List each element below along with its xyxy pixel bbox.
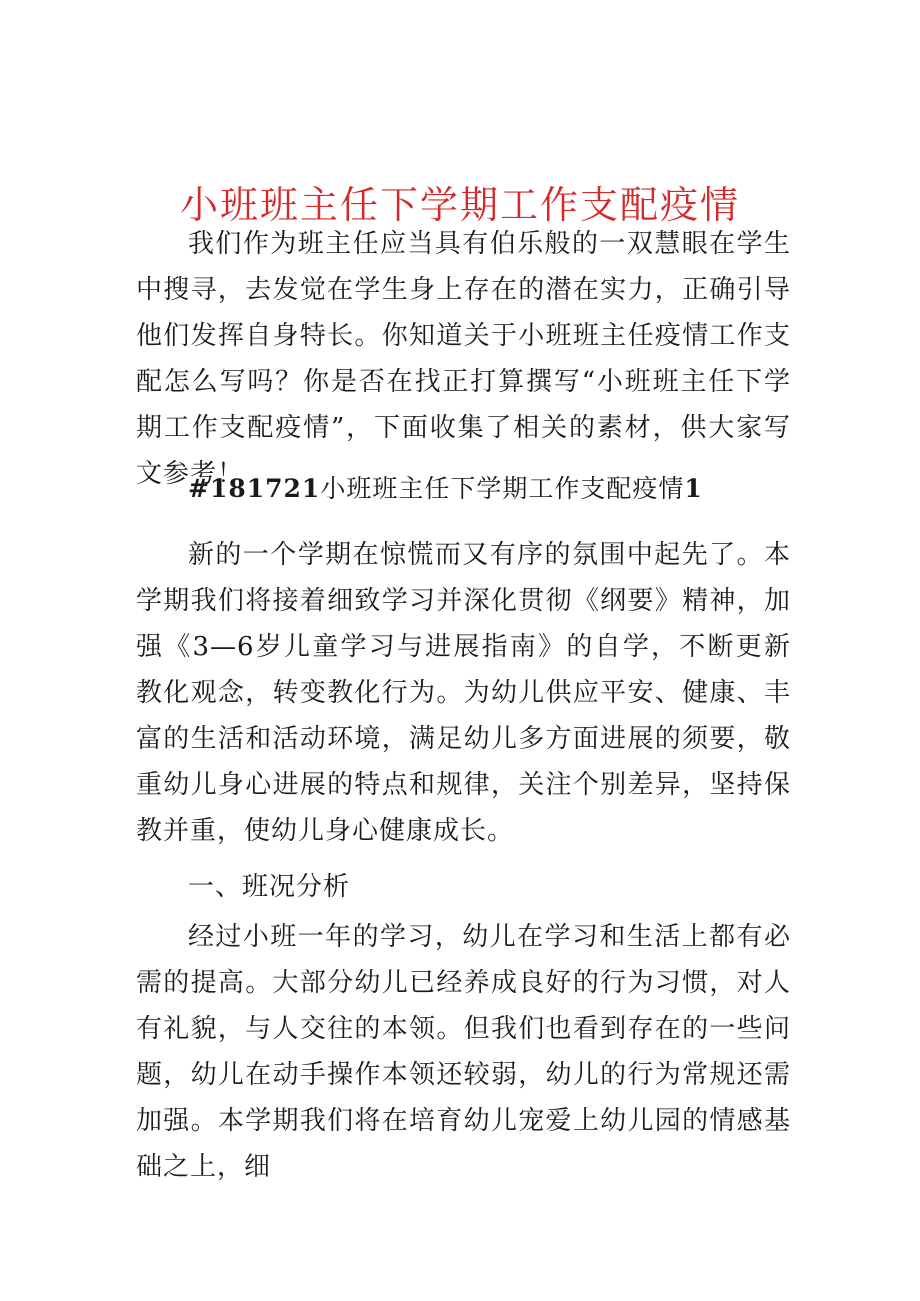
body-paragraph-1: 新的一个学期在惊慌而又有序的氛围中起先了。本学期我们将接着细致学习并深化贯彻《纲要》精神，加强《3—6岁儿童学习与进展指南》的自学，不断更新教化观念，转变教化行为。为幼儿供应平安、健康、丰富的生活和活动环境，满足幼儿多方面进展的须要，敬重幼儿身心进展的特点和规律，关注个别差异，坚持保教并重，使幼儿身心健康成长。 (136, 540, 791, 846)
article-number: #181721 (188, 474, 321, 503)
article-subheading (188, 466, 703, 512)
article-subheading-text: 小班班主任下学期工作支配疫情 (320, 474, 685, 503)
body-paragraph-2: 经过小班一年的学习，幼儿在学习和生活上都有必需的提高。大部分幼儿已经养成良好的行为习惯，对人有礼貌，与人交往的本领。但我们也看到存在的一些问题，幼儿在动手操作本领还较弱，幼儿的行为常规还需加强。本学期我们将在培育幼儿宠爱上幼儿园的情感基础之上，细 (136, 922, 791, 1182)
document-title: 小班班主任下学期工作支配疫情 (179, 183, 740, 228)
section-heading-class-analysis: 一、班况分析 (188, 872, 351, 902)
article-subheading-suffix: 1 (684, 474, 703, 503)
intro-paragraph: 我们作为班主任应当具有伯乐般的一双慧眼在学生中搜寻，去发觉在学生身上存在的潜在实力，正确引导他们发挥自身特长。你知道关于小班班主任疫情工作支配怎么写吗？你是否在找正打算撰写“小班班主任下学期工作支配疫情”，下面收集了相关的素材，供大家写文参考！ (136, 229, 791, 489)
